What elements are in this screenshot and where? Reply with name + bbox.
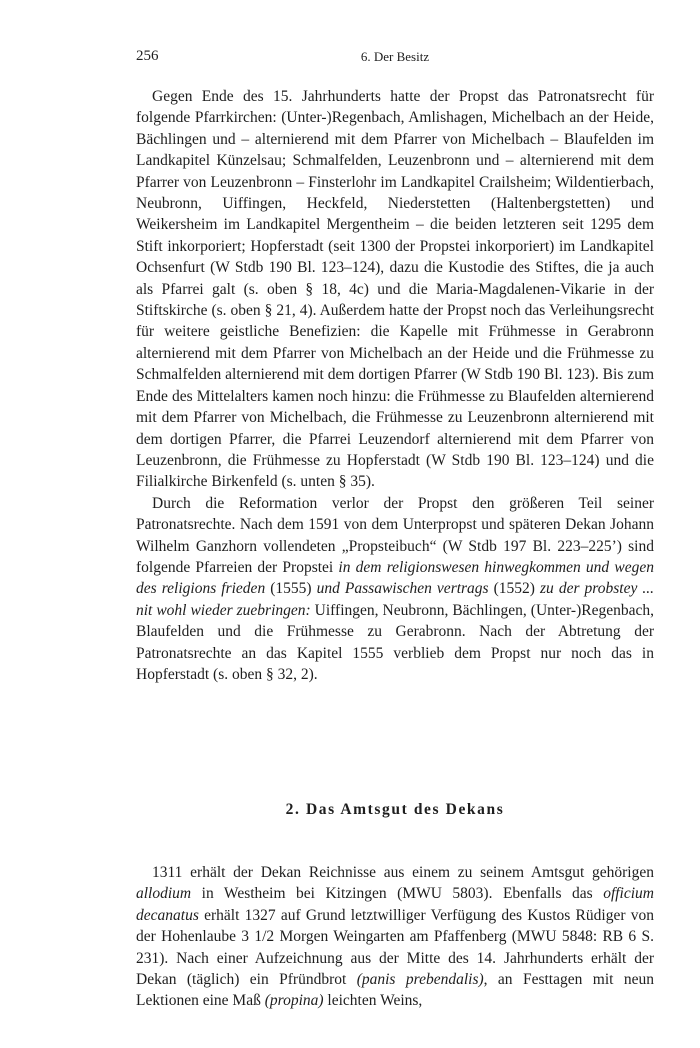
text-run: Gegen Ende des 15. Jahrhunderts hatte der Propst das Patronatsrecht für folgende Pfarrkirchen: (Unter-)Regenbach, Amlishagen, Michelbach an der Heide, Bächlingen und – alternierend mit dem Pfarrer von Michelbach – Blaufelden im Landkapitel Künzelsau; Schmalfelden, Leuzenbronn und – alternierend mit dem Pfarrer von Leuzenbronn – Finsterlohr im Landkapitel Crailsheim; Wildentierbach, Neubronn, Uiffingen, Heckfeld, Niederstetten (Haltenbergstetten) und Weikersheim im Landkapitel Mergentheim – die beiden letzteren seit 1295 dem Stift inkorporiert; Hopferstadt (seit 1300 der Propstei inkorporiert) im Landkapitel Ochsenfurt (W Stdb 190 Bl. 123–124), dazu die Kustodie des Stiftes, die ja auch als Pfarrei galt (s. oben § 18, 4c) und die Maria-Magdalenen-Vikarie in der Stiftskirche (s. oben § 21, 4). Außerdem hatte der Propst noch das Verleihungsrecht für weitere geistliche Benefizien: die Kapelle mit Frühmesse in Gerabronn alternierend mit dem Pfarrer von Michelbach an der Heide und die Frühmesse zu Schmalfelden alternierend mit dem dortigen Pfarrer (W Stdb 190 Bl. 123). Bis zum Ende des Mittelalters kamen noch hinzu: die Frühmesse zu Blaufelden alternierend mit dem Pfarrer von Michelbach, die Frühmesse zu Leuzenbronn alternierend mit dem dortigen Pfarrer, die Pfarrei Leuzendorf alternierend mit dem Pfarrer von Leuzenbronn, die Frühmesse zu Hopferstadt (W Stdb 190 Bl. 123–124) und die Filialkirche Birkenfeld (s. unten § 35). [136, 88, 654, 491]
text-run: Durch die Reformation verlor der Propst den größeren Teil seiner Patronatsrechte. Nach dem 1591 von dem Unterpropst und späteren Dekan Johann Wilhelm Ganzhorn vollendeten „Propsteibuch“ (W Stdb 197 Bl. 223–225’) sind folgende Pfarreien der Propstei [136, 494, 654, 576]
italic-run: officium decanatus [136, 885, 654, 924]
italic-run: und Passawischen vertrags [316, 580, 489, 598]
text-run: 1311 erhält der Dekan Reichnisse aus einem zu seinem Amtsgut gehörigen [152, 864, 654, 881]
text-run: erhält 1327 auf Grund letztwilliger Verfügung des Kustos Rüdiger von der Hohenlaube 3 1/2 Morgen Weingarten am Pfaffenberg (MWU 5848: RB 6 S. 231). Nach einer Aufzeichnung aus der Mitte des 14. Jahrhunderts erhält der Dekan (täglich) ein Pfründbrot [136, 906, 654, 989]
text-run: (1555) [265, 580, 317, 598]
italic-run: (propina) [264, 992, 324, 1010]
running-head [136, 48, 654, 68]
text-run: leichten Weins, [323, 992, 423, 1010]
section-2 [136, 801, 654, 1012]
paragraph-1 [136, 86, 654, 493]
italic-run: zu der probstey ... nit wohl wieder zuebringen: [136, 580, 655, 619]
section-heading: 2. Das Amtsgut des Dekans [285, 801, 505, 818]
text-run: in Westheim bei Kitzingen (MWU 5803). Ebenfalls das [191, 885, 604, 903]
text-run: (1552) [488, 580, 541, 598]
page-number: 256 [136, 48, 159, 64]
italic-run: in dem religionswesen hinwegkommen und wegen des religions frieden [136, 558, 654, 598]
chapter-title: 6. Der Besitz [360, 49, 430, 64]
italic-run: allodium [136, 885, 192, 903]
paragraph-2 [136, 493, 654, 686]
italic-run: (panis prebendalis) [356, 971, 484, 989]
text-run: , an Festtagen mit neun Lektionen eine Maß [136, 971, 654, 1010]
section-1-body [136, 86, 654, 685]
paragraph-3 [136, 862, 654, 1012]
text-run: Uiffingen, Neubronn, Bächlingen, (Unter-)Regenbach, Blaufelden und die Frühmesse zu Gerabronn. Nach der Abtretung der Patronatsrechte an das Kapitel 1555 verblieb dem Propst nur noch das in Hopferstadt (s. oben § 32, 2). [136, 601, 654, 683]
